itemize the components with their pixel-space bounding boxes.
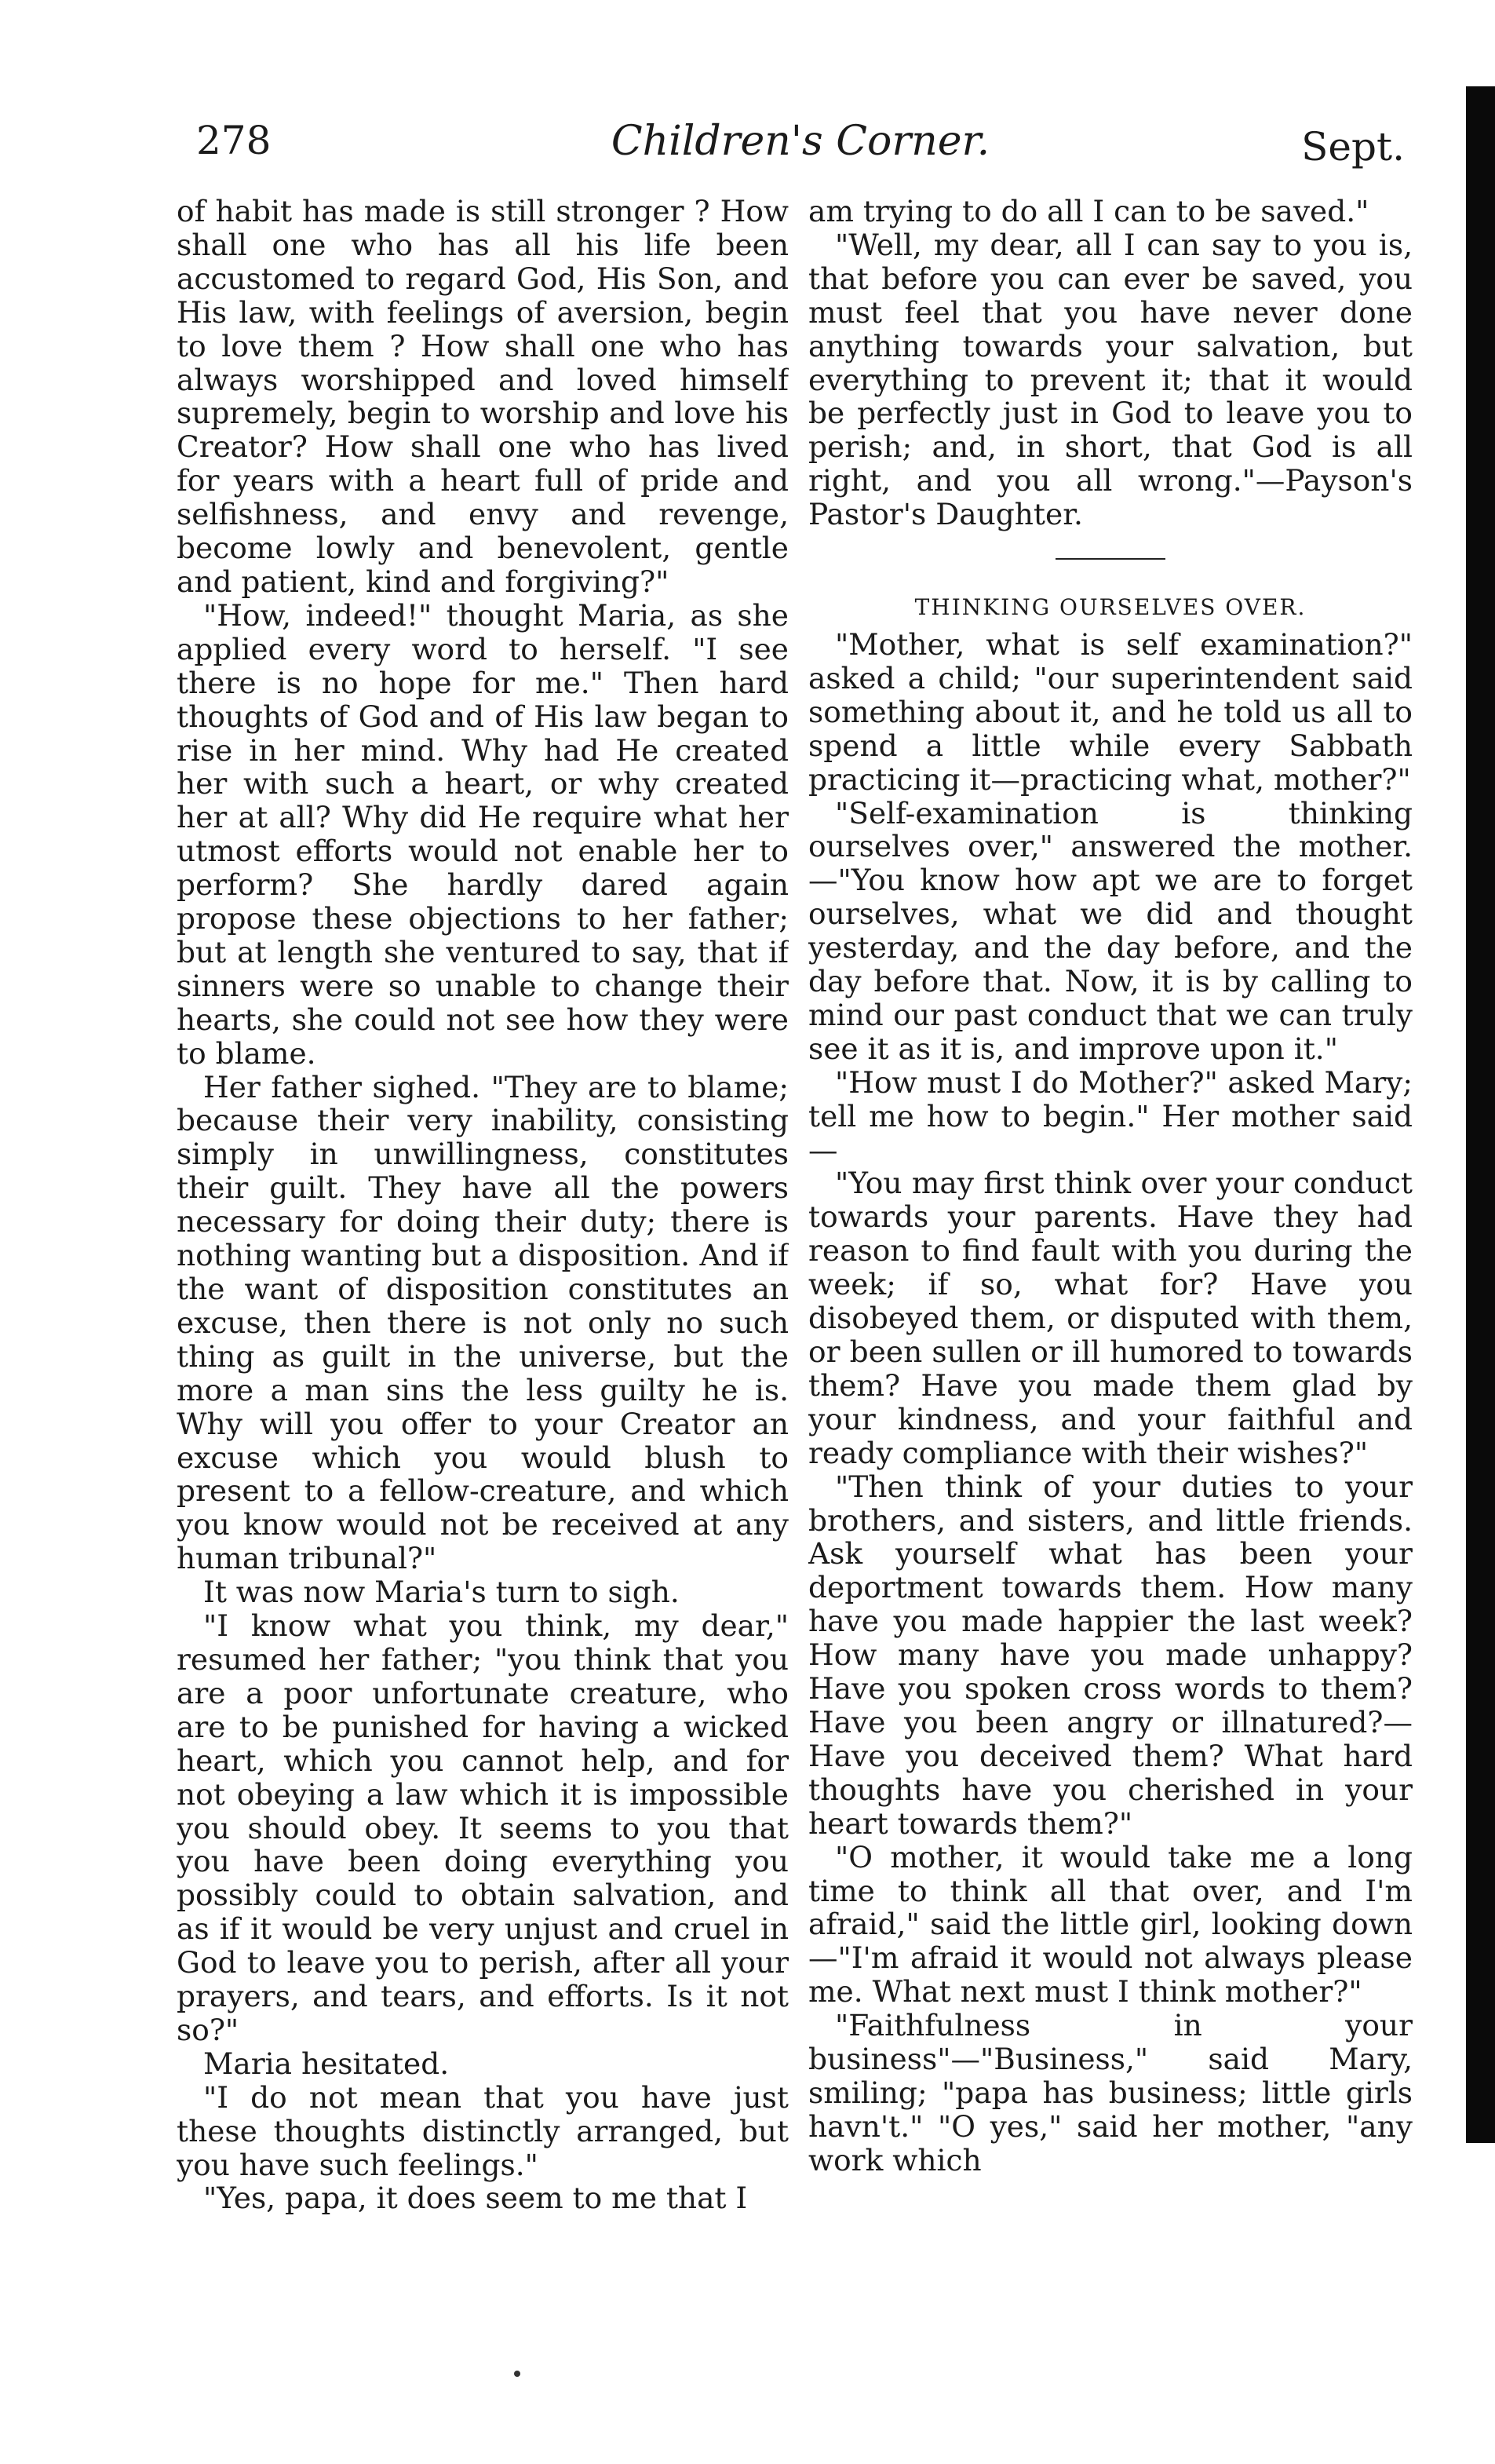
paragraph: Her father sighed. "They are to blame; because their very inability, consisting simply in unwillingness, constitutes their guilt. They have all the powers necessary for doing their duty; there is nothing wanting but a disposition. And if the want of disposition constitutes an excuse, then there is not only no such thing as guilt in the universe, but the more a man sins the less guilty he is. Why will you offer to your Creator an excuse which you would blush to present to a fellow-creature, and which you know would not be received at any human tribunal?" (177, 1069, 789, 1576)
binding-shadow (1466, 86, 1495, 2143)
paragraph: am trying to do all I can to be saved." (808, 195, 1369, 228)
right-paragraphs-after-rule (808, 628, 1413, 2177)
section-divider-rule (1056, 558, 1165, 560)
left-column (177, 195, 789, 2345)
running-title: Children's Corner. (611, 118, 990, 165)
paragraph: "How must I do Mother?" asked Mary; tell me how to begin." Her mother said— (808, 1064, 1413, 1167)
paragraph: "I do not mean that you have just these thoughts distinctly arranged, but you have such feelings." (177, 2079, 789, 2182)
paragraph: of habit has made is still stronger ? How shall one who has all his life been accustomed to regard God, His Son, and His law, with feelings of aversion, begin to love them ? How shall one who has always worshipped and loved himself supremely, begin to worship and love his Creator? How shall one who has lived for years with a heart full of pride and selfishness, and envy and revenge, become lowly and benevolent, gentle and patient, kind and forgiving?" (177, 195, 789, 599)
left-paragraphs (177, 195, 789, 2215)
paragraph: "Mother, what is self examination?" asked a child; "our superintendent said something about it, and he told us all to spend a little while every Sabbath practicing it—practicing what, mother?" (808, 626, 1413, 797)
paragraph: "Self-examination is thinking ourselves over," answered the mother.—"You know how apt we are to forget ourselves, what we did and thought yesterday, and the day before, and the day before that. Now, it is by calling to mind our past conduct that we can truly see it as it is, and improve upon it." (808, 795, 1413, 1066)
paragraph: It was now Maria's turn to sigh. (203, 1575, 680, 1610)
paragraph: Maria hesitated. (203, 2046, 450, 2081)
page-number: 278 (196, 118, 272, 163)
paragraph: "Yes, papa, it does seem to me that I (203, 2181, 748, 2216)
right-column (808, 195, 1413, 2345)
paragraph: "You may first think over your conduct towards your parents. Have they had reason to find fault with you during the week; if so, what for? Have you disobeyed them, or disputed with them, or been sullen or ill humored to towards them? Have you made them glad by your kindness, and your faithful and ready compliance with their wishes?" (808, 1166, 1413, 1470)
right-paragraphs-before-rule (808, 195, 1413, 531)
paragraph: "Then think of your duties to your brothers, and sisters, and little friends. Ask yourself what has been your deportment towards them. How many have you made happier the last week? How many have you made unhappy? Have you spoken cross words to them? Have you been angry or illnatured?—Have you deceived them? What hard thoughts have you cherished in your heart towards them?" (808, 1469, 1413, 1841)
page-header (196, 118, 1405, 181)
paragraph: "Well, my dear, all I can say to you is, that before you can ever be saved, you must feel that you have never done anything towards your salvation, but everything to prevent it; that it would be perfectly just in God to leave you to perish; and, in short, that God is all right, and you all wrong."—Payson's Pastor's Daughter. (808, 227, 1413, 532)
printer-mark (514, 2371, 520, 2377)
paragraph: "I know what you think, my dear," resumed her father; "you think that you are a poor unfortunate creature, who are to be punished for having a wicked heart, which you cannot help, and for not obeying a law which it is impossible you should obey. It seems to you that you have been doing everything you possibly could to obtain salvation, and as if it would be very unjust and cruel in God to leave you to perish, after all your prayers, and tears, and efforts. Is it not so?" (177, 1608, 789, 2047)
section-heading: THINKING OURSELVES OVER. (914, 594, 1307, 621)
paragraph: "O mother, it would take me a long time to think all that over, and I'm afraid," said the little girl, looking down—"I'm afraid it would not always please me. What next must I think mother?" (808, 1839, 1413, 2010)
page-month: Sept. (1301, 124, 1405, 170)
paragraph: "How, indeed!" thought Maria, as she applied every word to herself. "I see there is no hope for me." Then hard thoughts of God and of His law began to rise in her mind. Why had He created her with such a heart, or why created her at all? Why did He require what her utmost efforts would not enable her to perform? She hardly dared again propose these objections to her father; but at length she ventured to say, that if sinners were so unable to change their hearts, she could not see how they were to blame. (177, 597, 789, 1071)
paragraph: "Faithfulness in your business"—"Business," said Mary, smiling; "papa has business; little girls havn't." "O yes," said her mother, "any work which (808, 2008, 1413, 2177)
